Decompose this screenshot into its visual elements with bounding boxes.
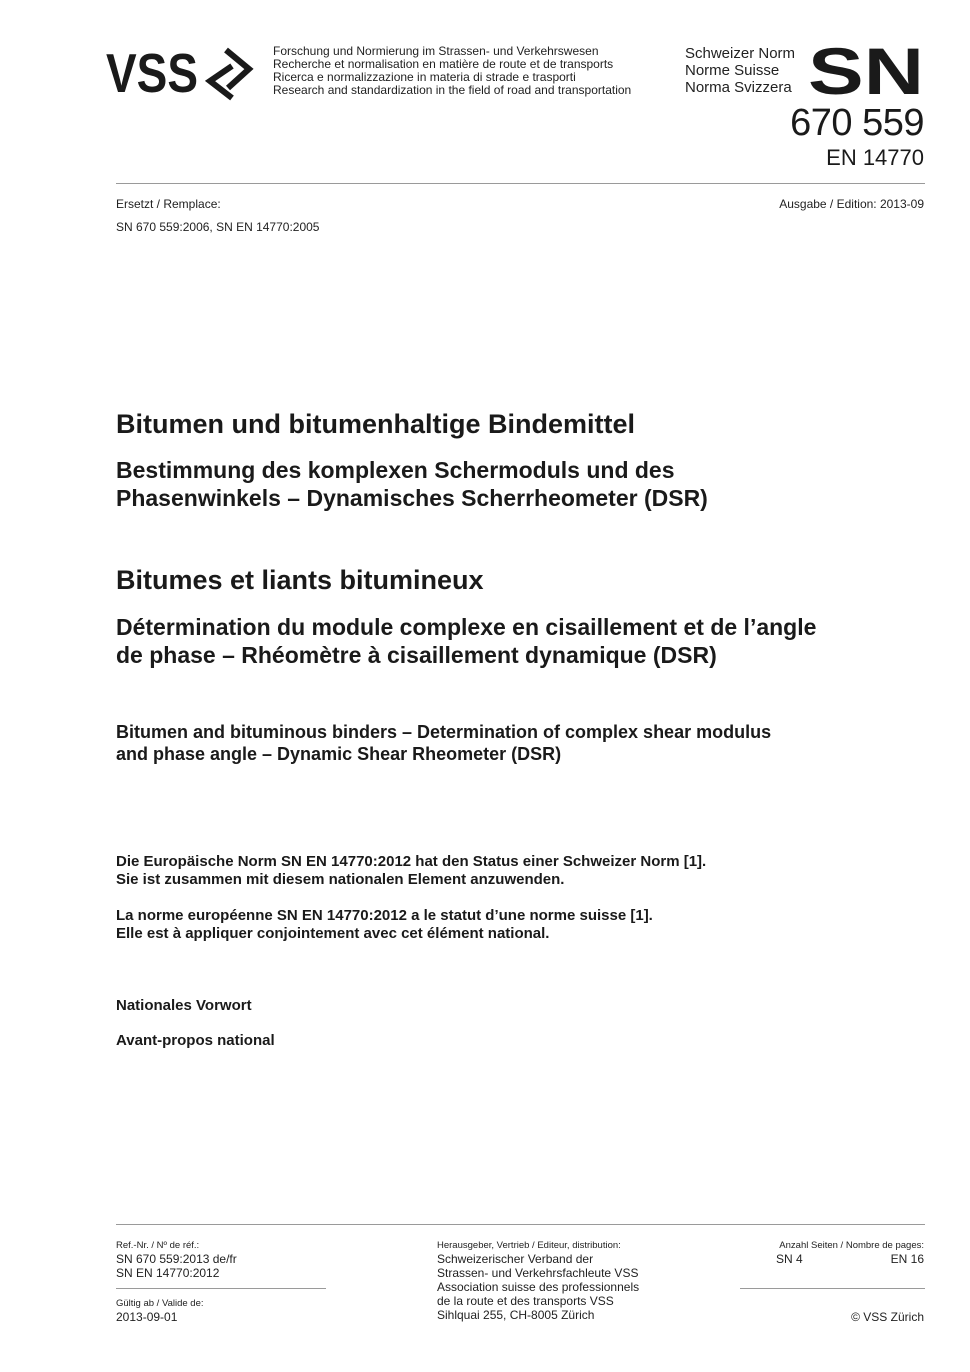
foreword-heading-de: Nationales Vorwort	[116, 997, 252, 1014]
valid-label: Gültig ab / Valide de:	[116, 1298, 204, 1309]
valid-value: 2013-09-01	[116, 1310, 178, 1324]
vss-logo-text: VSS	[106, 42, 198, 102]
foreword-heading-fr: Avant-propos national	[116, 1032, 275, 1049]
org-line-it: Ricerca e normalizzazione in materia di strade e trasporti	[273, 70, 576, 84]
pages-en: EN 16	[890, 1252, 924, 1266]
sn-logo	[808, 45, 926, 102]
title-fr-sub-line-1: Détermination du module complexe en cisaillement et de l’angle	[116, 614, 817, 640]
organization-tagline	[273, 45, 631, 97]
pages-sn: SN 4	[776, 1252, 803, 1266]
replaces-label: Ersetzt / Remplace:	[116, 197, 221, 211]
ref-value-sn: SN 670 559:2013 de/fr	[116, 1252, 237, 1266]
publisher-line-3: Association suisse des professionnels	[437, 1280, 640, 1294]
copyright: © VSS Zürich	[851, 1310, 924, 1324]
title-de-sub-line-2: Phasenwinkels – Dynamisches Scherrheometer (DSR)	[116, 485, 708, 511]
publisher-line-1: Schweizerischer Verband der	[437, 1252, 594, 1266]
status-fr-line-2: Elle est à appliquer conjointement avec cet élément national.	[116, 925, 550, 942]
title-fr-main: Bitumes et liants bitumineux	[116, 565, 484, 595]
title-de-main: Bitumen und bitumenhaltige Bindemittel	[116, 409, 635, 439]
ref-values	[116, 1252, 237, 1280]
publisher-label: Herausgeber, Vertrieb / Editeur, distribution:	[437, 1240, 621, 1251]
publisher-line-5: Sihlquai 255, CH-8005 Zürich	[437, 1308, 595, 1322]
title-de-sub-line-1: Bestimmung des komplexen Schermoduls und des	[116, 457, 675, 483]
standard-number: 670 559	[790, 102, 924, 144]
footer-right-divider	[740, 1288, 925, 1289]
footer-divider	[116, 1224, 925, 1225]
title-en-line-1: Bitumen and bituminous binders – Determination of complex shear modulus	[116, 722, 772, 742]
sn-logo-text: SN	[808, 45, 924, 97]
status-de-line-2: Sie ist zusammen mit diesem nationalen Element anzuwenden.	[116, 871, 565, 888]
status-statement-fr	[116, 907, 653, 943]
status-de-line-1: Die Europäische Norm SN EN 14770:2012 hat den Status einer Schweizer Norm [1].	[116, 853, 707, 870]
title-de-sub	[116, 456, 708, 512]
status-fr-line-1: La norme européenne SN EN 14770:2012 a le statut d’une norme suisse [1].	[116, 907, 653, 924]
org-line-en: Research and standardization in the field of road and transportation	[273, 83, 632, 97]
publisher-line-2: Strassen- und Verkehrsfachleute VSS	[437, 1266, 639, 1280]
publisher-address	[437, 1252, 639, 1322]
norm-type-labels	[685, 45, 795, 96]
publisher-line-4: de la route et des transports VSS	[437, 1294, 614, 1308]
footer-left-divider	[116, 1288, 326, 1289]
norm-label-fr: Norme Suisse	[685, 62, 780, 79]
norm-label-it: Norma Svizzera	[685, 79, 792, 96]
title-fr-sub	[116, 613, 816, 669]
edition-info: Ausgabe / Edition: 2013-09	[779, 197, 924, 211]
ref-label: Ref.-Nr. / Nº de réf.:	[116, 1240, 200, 1251]
en-number: EN 14770	[826, 145, 924, 170]
header-divider	[116, 183, 925, 184]
norm-label-de: Schweizer Norm	[685, 45, 796, 62]
vss-logo	[106, 42, 266, 107]
pages-label: Anzahl Seiten / Nombre de pages:	[779, 1240, 924, 1251]
title-fr-sub-line-2: de phase – Rhéomètre à cisaillement dynamique (DSR)	[116, 642, 717, 668]
org-line-de: Forschung und Normierung im Strassen- und Verkehrswesen	[273, 44, 599, 58]
title-en-line-2: and phase angle – Dynamic Shear Rheometer (DSR)	[116, 744, 562, 764]
title-en	[116, 721, 771, 765]
replaces-value: SN 670 559:2006, SN EN 14770:2005	[116, 220, 320, 234]
org-line-fr: Recherche et normalisation en matière de route et de transports	[273, 57, 614, 71]
ref-value-en: SN EN 14770:2012	[116, 1266, 220, 1280]
status-statement-de	[116, 853, 706, 889]
